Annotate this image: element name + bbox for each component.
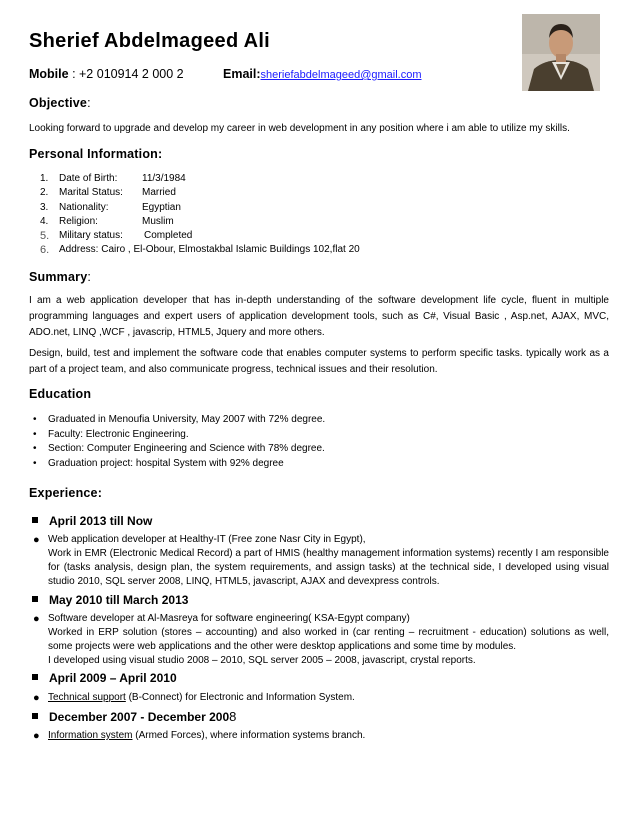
list-item: • Graduation project: hospital System with 92% degree	[33, 457, 325, 472]
period-title-tail: 8	[229, 709, 237, 724]
objective-heading-text: Objective	[29, 96, 88, 110]
item-value: Muslim	[142, 215, 174, 227]
bullet-icon: ●	[33, 730, 40, 742]
period-title-text: April 2009 – April 2010	[49, 671, 177, 685]
bullet-icon: ●	[33, 613, 40, 625]
item-label: Nationality:	[59, 201, 109, 213]
period-title-text: May 2010 till March 2013	[49, 593, 189, 607]
bullet-icon: ●	[33, 534, 40, 546]
experience-entry-3	[33, 691, 609, 705]
square-bullet-icon	[32, 674, 38, 680]
list-item: • Faculty: Electronic Engineering.	[33, 428, 325, 443]
entry-text	[48, 612, 609, 668]
summary-heading-text: Summary	[29, 270, 88, 284]
entry-detail: Work in EMR (Electronic Medical Record) a part of HMIS (healthy management information systems) recently I am responsible for (tasks analysis, design plan, the system requirements, and assign tasks) at the technical side, I developed using visual studio 2010, SQL server 2008, LINQ, HTML5, javascript, AJAX and devexpress controls.	[48, 548, 609, 587]
summary-paragraph-1: I am a web application developer that has in-depth understanding of the software development life cycle, fluent in multiple programming languages and expert users of application development tools, such as C#, Visual Basic , Asp.net, AJAX, MVC, ADO.net, LINQ ,WCF , javascrip, HTML5, Jquery and more others.	[29, 295, 609, 338]
contact-line	[29, 67, 422, 81]
summary-colon: :	[87, 270, 92, 284]
period-title-3	[32, 671, 177, 685]
item-number: 3.	[40, 201, 49, 213]
technical-support-link[interactable]: Technical support	[48, 692, 126, 703]
item-value: Completed	[144, 230, 193, 242]
entry-text	[48, 533, 609, 589]
education-list	[33, 413, 325, 471]
period-title-4	[32, 709, 236, 724]
item-number: 4.	[40, 215, 49, 227]
entry-role: (Armed Forces), where information systems branch.	[132, 730, 366, 741]
item-number: 2.	[40, 187, 49, 199]
list-item: • Section: Computer Engineering and Science with 78% degree.	[33, 442, 325, 457]
profile-photo	[522, 14, 600, 91]
item-label: Date of Birth:	[59, 173, 118, 184]
experience-heading: Experience:	[29, 486, 103, 500]
item-label: Military status:	[59, 230, 123, 242]
experience-entry-1	[33, 533, 609, 589]
mobile-label: Mobile	[29, 67, 69, 81]
entry-role: Web application developer at Healthy-IT (Free zone Nasr City in Egypt),	[48, 534, 366, 545]
entry-role: (B-Connect) for Electronic and Information System.	[125, 692, 355, 703]
email-link[interactable]: sheriefabdelmageed@gmail.com	[260, 69, 422, 81]
candidate-name: Sherief Abdelmageed Ali	[29, 30, 271, 52]
objective-text: Looking forward to upgrade and develop my career in web development in any position where i am able to utilize my skills.	[29, 123, 570, 134]
item-label: Marital Status:	[59, 187, 123, 199]
experience-entry-4	[33, 729, 609, 743]
square-bullet-icon	[32, 713, 38, 719]
personal-info-heading: Personal Information:	[29, 147, 163, 161]
education-heading: Education	[29, 387, 92, 401]
item-label: Religion:	[59, 215, 98, 227]
entry-text	[48, 691, 609, 705]
square-bullet-icon	[32, 517, 38, 523]
experience-entry-2	[33, 612, 609, 668]
item-value: 11/3/1984	[142, 173, 186, 184]
entry-detail: Worked in ERP solution (stores – accounting) and also worked in (car renting – recruitment - education) solutions as well, some projects were web applications and the other were desktop applications and some time by modules.	[48, 627, 609, 652]
item-number: 5.	[40, 230, 50, 243]
item-value: Married	[142, 187, 176, 199]
objective-heading	[29, 96, 91, 110]
mobile-value: : +2 010914 2 000 2	[68, 67, 184, 81]
item-number: 1.	[40, 173, 49, 184]
list-item: • Graduated in Menoufia University, May 2007 with 72% degree.	[33, 413, 325, 428]
entry-text	[48, 729, 609, 743]
period-title-2	[32, 593, 188, 607]
information-system-link[interactable]: Information system	[48, 730, 133, 741]
square-bullet-icon	[32, 596, 38, 602]
period-title-1	[32, 514, 152, 528]
email-block	[223, 67, 422, 81]
summary-paragraph-2: Design, build, test and implement the software code that enables computer systems to perform specific tasks. typically work as a part of a project team, and also communicate progress, technical issues and their resolution.	[29, 348, 609, 375]
entry-detail-tools: I developed using visual studio 2008 – 2010, SQL server 2005 – 2008, javascript, crystal reports.	[48, 655, 476, 666]
period-title-text: April 2013 till Now	[49, 514, 153, 528]
objective-colon: :	[87, 96, 91, 110]
item-label: Address: Cairo , El-Obour, Elmostakbal Islamic Buildings 102,flat 20	[59, 244, 360, 256]
item-value: Egyptian	[142, 201, 181, 213]
item-number: 6.	[40, 244, 50, 257]
entry-role: Software developer at Al-Masreya for software engineering( KSA-Egypt company)	[48, 613, 410, 624]
email-label: Email:	[223, 67, 261, 81]
period-title-text: December 2007 - December 200	[49, 710, 230, 724]
summary-heading	[29, 270, 91, 284]
bullet-icon: ●	[33, 692, 40, 704]
